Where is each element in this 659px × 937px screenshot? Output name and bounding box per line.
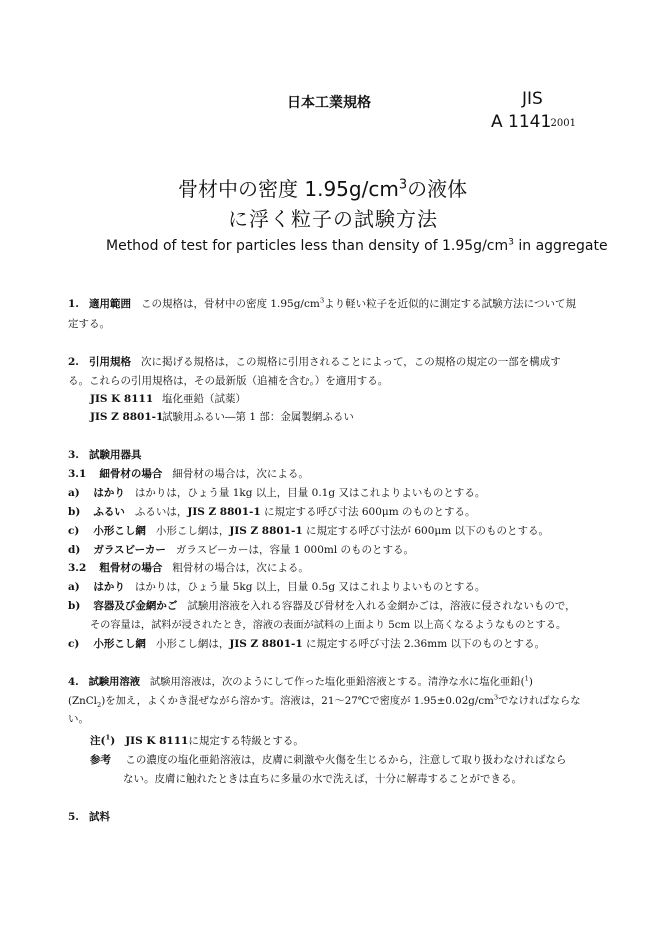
section-4-heading: 試験用溶液 xyxy=(88,676,141,688)
section-1-line-1: 1. 適用範囲 この規格は，骨材中の密度 $1.95g/cm^3$より軽い粒子を近似的に測定する試験方法について規 xyxy=(68,296,576,310)
title-line-2: に浮く粒子の試験方法 xyxy=(228,207,438,231)
footnote: 注($^1$) JIS K 8111に規定する特級とする。 xyxy=(90,733,304,747)
section-4-line-2: (ZnCl$_2$)を加え，よくかき混ぜながら溶かす。溶液は，21～27℃で密度が $1.95\pm 0.02g/cm^3$でなければならな xyxy=(68,693,581,710)
reference-note-continuation: ない。皮膚に触れたときは直ちに多量の水で洗えば，十分に解毒することができる。 xyxy=(123,773,522,785)
title-english: Method of test for particles less than density of $1.95g/cm^3$ in aggregate xyxy=(106,237,608,254)
section-1-line-2: 定する。 xyxy=(68,318,110,330)
list-item: c) 小形こし網 小形こし網は，JIS Z 8801-1 に規定する呼び寸法が 600μm 以下のものとする。 xyxy=(68,525,550,537)
list-item: c) 小形こし網 小形こし網は，JIS Z 8801-1 に規定する呼び寸法 2.36mm 以下のものとする。 xyxy=(68,638,545,650)
list-item: b) ふるい ふるいは，JIS Z 8801-1 に規定する呼び寸法 600μm のものとする。 xyxy=(68,506,476,518)
standard-year: : 2001 xyxy=(544,118,576,129)
section-4-line-1: 4. 試験用溶液 試験用溶液は，次のようにして作った塩化亜鉛溶液とする。清浄な水に塩化亜鉛($^1$) xyxy=(68,674,533,688)
section-3-1: 3.1 細骨材の場合 細骨材の場合は，次による。 xyxy=(68,468,309,480)
section-3-heading: 3. 試験用器具 xyxy=(68,449,142,461)
list-item: d) ガラスビーカー ガラスビーカーは，容量 1 000ml のものとする。 xyxy=(68,544,415,556)
section-5-heading: 5. 試料 xyxy=(68,811,110,823)
section-1-heading: 適用範囲 xyxy=(88,298,131,310)
list-item-continuation: その容量は，試料が浸されたとき，溶液の表面が試料の上面より 5cm 以上高くなるようなものとする。 xyxy=(90,620,567,631)
list-item: a) はかり はかりは，ひょう量 5kg 以上，目量 0.5g 又はこれよりよいものとする。 xyxy=(68,581,486,593)
jis-mark: JIS xyxy=(522,89,543,109)
section-4-line-3: い。 xyxy=(68,713,89,725)
section-2-line-2: る。これらの引用規格は，その最新版（追補を含む。）を適用する。 xyxy=(68,375,389,387)
section-2-line-1: 2. 引用規格 次に掲げる規格は，この規格に引用されることによって，この規格の規定の一部を構成す xyxy=(68,356,561,368)
list-item: b) 容器及び金網かご 試験用溶液を入れる容器及び骨材を入れる金網かごは，溶液に侵されないもので， xyxy=(68,600,576,612)
reference-item: JIS K 8111 塩化亜鉛（試薬） xyxy=(90,393,246,405)
section-1-number: 1. xyxy=(68,298,79,310)
standard-org: 日本工業規格 xyxy=(287,95,371,111)
reference-item: JIS Z 8801-1試験用ふるい―第 1 部：金属製網ふるい xyxy=(90,411,354,423)
list-item: a) はかり はかりは，ひょう量 1kg 以上，目量 0.1g 又はこれよりよいものとする。 xyxy=(68,487,486,499)
standard-number: A 1141 xyxy=(491,112,552,132)
reference-note: 参考 この濃度の塩化亜鉛溶液は，皮膚に刺激や火傷を生じるから，注意して取り扱わなければなら xyxy=(90,754,567,766)
section-2-heading: 引用規格 xyxy=(88,356,131,368)
title-line-1: 骨材中の密度 $1.95g/cm^3$の液体 xyxy=(178,177,468,201)
section-3-2: 3.2 粗骨材の場合 粗骨材の場合は，次による。 xyxy=(68,562,309,574)
